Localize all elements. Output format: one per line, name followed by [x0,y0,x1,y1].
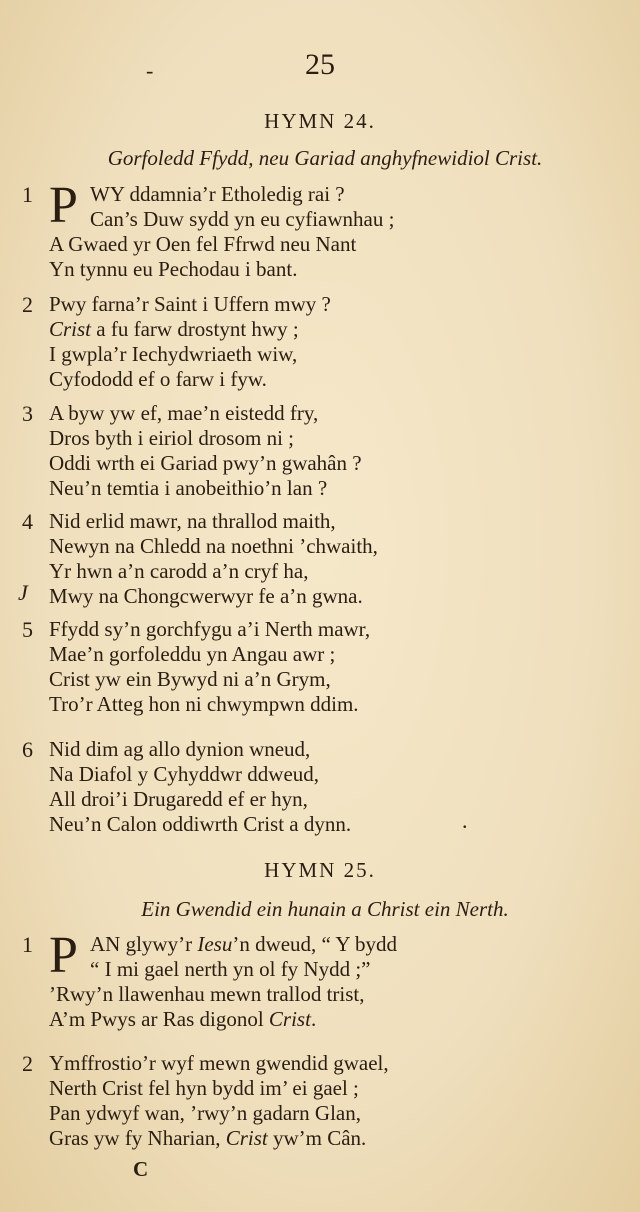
verse-line: Can’s Duw sydd yn eu cyfiawnhau ; [90,207,395,231]
margin-tick-mark: J [18,580,28,605]
verse-line: Mae’n gorfoleddu yn Angau awr ; [49,642,336,666]
stanza [22,737,612,837]
stanza-number: 1 [22,182,33,207]
verse-line: Na Diafol y Cyhyddwr ddweud, [49,762,320,786]
drop-cap: P [49,927,78,984]
stanza-number: 2 [22,1051,33,1076]
verse-line: A byw yw ef, mae’n eistedd fry, [49,401,319,425]
verse-line: Ffydd sy’n gorchfygu a’i Nerth mawr, [49,617,371,641]
stanza [22,927,612,1032]
stanza-number: 6 [22,737,33,762]
verse-line: Cyfododd ef o farw i fyw. [49,367,267,391]
verse-line: Gras yw fy Nharian, Crist yw’m Cân. [49,1126,367,1150]
verse-line: Ymffrostio’r wyf mewn gwendid gwael, [49,1051,389,1075]
stanza [22,401,612,501]
verse-line: ’Rwy’n llawenhau mewn trallod trist, [49,982,365,1006]
verse-line: I gwpla’r Iechydwriaeth wiw, [49,342,298,366]
verse-line: AN glywy’r Iesu’n dweud, “ Y bydd [90,932,397,956]
verse-line: Oddi wrth ei Gariad pwy’n gwahân ? [49,451,362,475]
stanza [22,617,612,717]
stanza-number: 3 [22,401,33,426]
verse-line: All droi’i Drugaredd ef er hyn, [49,787,308,811]
verse-line: Mwy na Chongcwerwyr fe a’n gwna. [49,584,363,608]
verse-line: Crist yw ein Bywyd ni a’n Grym, [49,667,331,691]
stanza-number: 5 [22,617,33,642]
verse-line: Crist a fu farw drostynt hwy ; [49,317,299,341]
verse-line: Pan ydwyf wan, ’rwy’n gadarn Glan, [49,1101,361,1125]
verse-line: Newyn na Chledd na noethni ’chwaith, [49,534,378,558]
stanza [22,292,612,392]
verse-line: Yn tynnu eu Pechodau i bant. [49,257,298,281]
verse-line: Nid erlid mawr, na thrallod maith, [49,509,336,533]
verse-line: Nerth Crist fel hyn bydd im’ ei gael ; [49,1076,359,1100]
verse-line: Neu’n Calon oddiwrth Crist a dynn. [49,812,352,836]
verse-line: Pwy farna’r Saint i Uffern mwy ? [49,292,331,316]
verse-line: A’m Pwys ar Ras digonol Crist. [49,1007,317,1031]
ink-dot: . [462,808,468,833]
page-number: 25 [305,48,335,81]
verse-line: WY ddamnia’r Etholedig rai ? [90,182,345,206]
verse-line: Yr hwn a’n carodd a’n cryf ha, [49,559,309,583]
verse-line: A Gwaed yr Oen fel Ffrwd neu Nant [49,232,357,256]
verse-line: Tro’r Atteg hon ni chwympwn ddim. [49,692,359,716]
stanza [22,1051,612,1151]
hymn-subtitle: Ein Gwendid ein hunain a Christ ein Nerth. [141,897,509,921]
hymn-title: HYMN 25. [264,858,376,882]
drop-cap: P [49,177,78,234]
stanza-number: 2 [22,292,33,317]
verse-line: Neu’n temtia i anobeithio’n lan ? [49,476,328,500]
signature-mark: C [133,1157,149,1181]
stanza-number: 1 [22,932,33,957]
ink-mark: - [146,58,154,83]
stanza [22,509,612,609]
verse-line: Nid dim ag allo dynion wneud, [49,737,311,761]
hymn-subtitle: Gorfoledd Ffydd, neu Gariad anghyfnewidiol Crist. [107,146,543,170]
verse-line: Dros byth i eiriol drosom ni ; [49,426,294,450]
verse-line: “ I mi gael nerth yn ol fy Nydd ;” [90,957,371,981]
hymn-title: HYMN 24. [264,109,376,133]
stanza-number: 4 [22,509,33,534]
stanza [22,177,612,282]
